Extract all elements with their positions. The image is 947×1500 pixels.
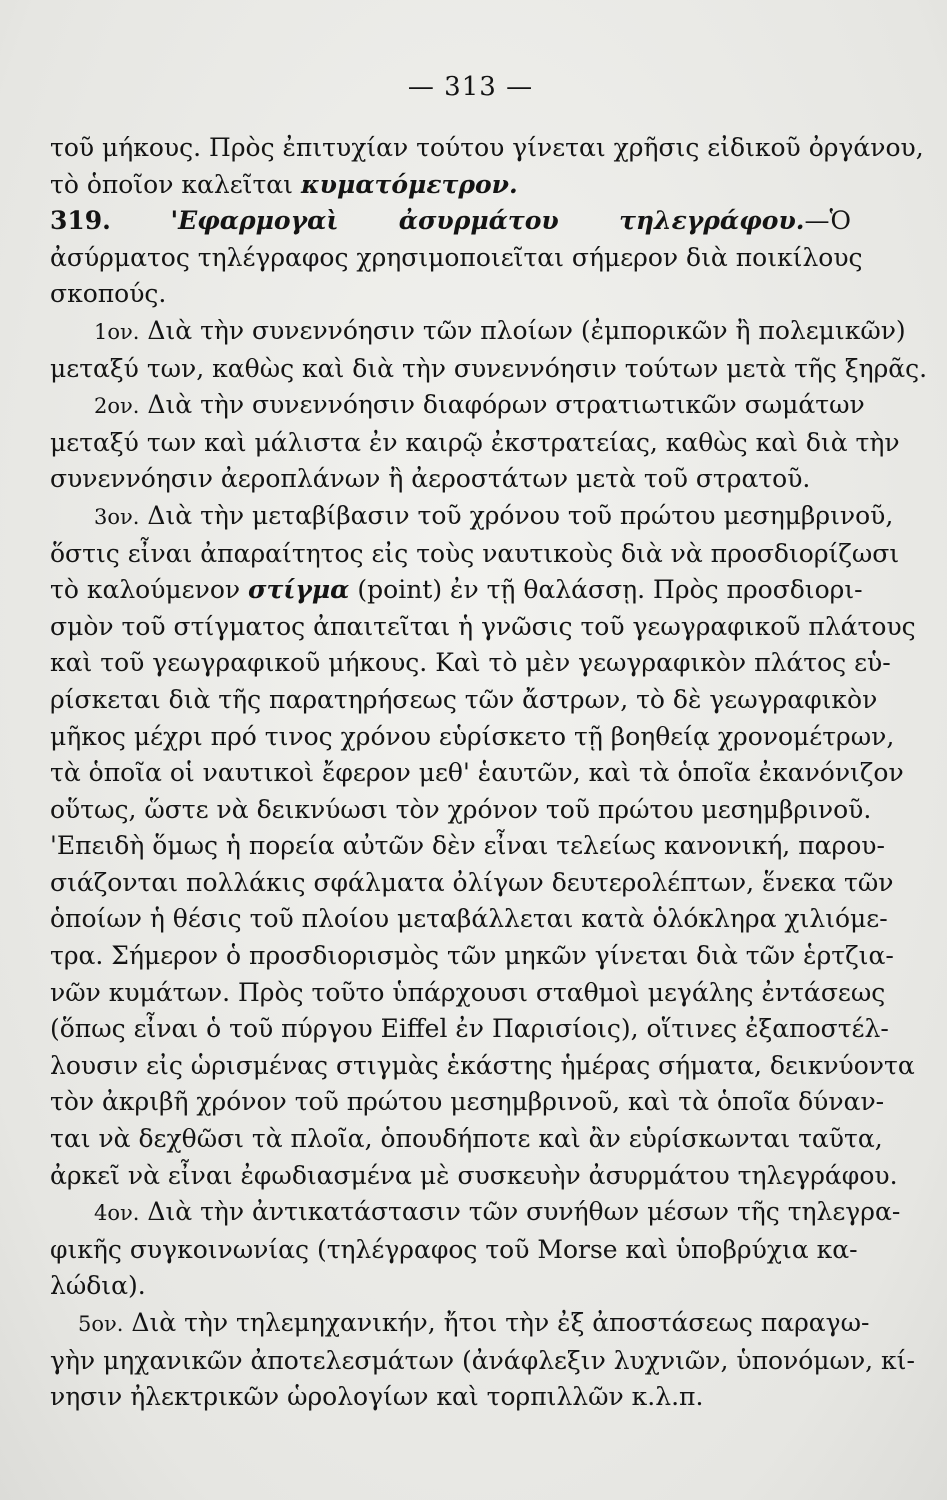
section-heading-319 [50,203,851,240]
text-span: οὕτως, ὥστε νὰ δεικνύωσι τὸν χρόνον τοῦ πρώτου μεσημβρινοῦ. [50,794,872,824]
text-span: λουσιν εἰς ὡρισμένας στιγμὰς ἑκάστης ἡμέρας σήματα, δεικνύοντα [50,1050,915,1080]
text-line-20 [50,828,885,865]
text-line-24 [50,975,886,1012]
text-span: Διὰ τὴν συνεννόησιν τῶν πλοίων (ἐμπορικῶν ἢ πολεμικῶν) [139,315,906,345]
page-number: — 313 — [407,72,534,102]
text-line-14 [50,609,916,646]
text-span: σιάζονται πολλάκις σφάλματα ὀλίγων δευτερολέπτων, ἕνεκα τῶν [50,867,894,897]
text-span: φικῆς συγκοινωνίας (τηλέγραφος τοῦ Morse καὶ ὑποβρύχια κα- [50,1234,858,1264]
text-span: 'Επειδὴ ὅμως ἡ πορεία αὐτῶν δὲν εἶναι τελείως κανονική, παρου- [50,831,885,861]
text-span: ὅστις εἶναι ἀπαραίτητος εἰς τοὺς ναυτικοὺς διὰ νὰ προσδιορίζωσι [50,538,900,568]
text-line-5 [50,276,851,313]
text-line-32 [50,1268,851,1305]
text-line-29 [50,1158,898,1195]
text-line-2 [50,167,851,204]
text-span: τρα. Σήμερον ὁ προσδιορισμὸς τῶν μηκῶν γίνεται διὰ τῶν ἑρτζια- [50,941,894,971]
text-line-25 [50,1011,889,1048]
text-span: μῆκος μέχρι πρό τινος χρόνου εὑρίσκετο τῇ βοηθείᾳ χρονομέτρων, [50,721,895,751]
text-span: ἀρκεῖ νὰ εἶναι ἐφωδιασμένα μὲ συσκευὴν ἀσυρμάτου τηλεγράφου. [50,1160,898,1190]
text-span: ρίσκεται διὰ τῆς παρατηρήσεως τῶν ἄστρων, τὸ δὲ γεωγραφικὸν [50,684,878,714]
text-span: —Ὁ [804,206,851,236]
text-line-12 [50,536,900,573]
text-line-16 [50,682,878,719]
text-line-1 [50,130,924,167]
text-span: τὸ καλούμενον [50,575,249,605]
text-span: λώδια). [50,1271,146,1301]
list-number: 4ον. [94,1201,140,1226]
text-span: τὸν ἀκριβῆ χρόνον τοῦ πρώτου μεσημβρινοῦ, καὶ τὰ ὁποῖα δύναν- [50,1087,885,1117]
text-span: συνεννόησιν ἀεροπλάνων ἢ ἀεροστάτων μετὰ τοῦ στρατοῦ. [50,464,811,494]
text-line-26 [50,1048,915,1085]
list-item-2 [50,387,865,425]
text-span: Διὰ τὴν τηλεμηχανικήν, ἤτοι τὴν ἐξ ἀποστάσεως παραγω- [123,1308,870,1337]
list-number: 1ον. [94,319,140,344]
list-item-3 [50,498,894,536]
text-span: τοῦ μήκους. Πρὸς ἐπιτυχίαν τούτου γίνεται χρῆσις εἰδικοῦ ὀργάνου, [50,133,924,162]
emphasized-term: στίγμα [248,575,350,605]
text-line-19 [50,792,872,829]
list-item-4 [50,1194,901,1232]
text-span: (point) ἐν τῇ θαλάσσῃ. Πρὸς προσδιορι- [349,575,863,605]
text-span: Διὰ τὴν συνεννόησιν διαφόρων στρατιωτικῶν σωμάτων [139,390,865,420]
text-span: σκοπούς. [50,279,167,309]
list-item-5 [50,1305,870,1343]
text-line-13 [50,572,863,609]
text-span: νῶν κυμάτων. Πρὸς τοῦτο ὑπάρχουσι σταθμοὶ μεγάλης ἐντάσεως [50,977,886,1007]
emphasized-term: κυματόμετρον. [300,169,518,199]
text-line-9 [50,425,900,462]
text-line-4 [50,240,863,277]
text-span: Διὰ τὴν ἀντικατάστασιν τῶν συνήθων μέσων τῆς τηλεγρα- [139,1197,901,1227]
list-number: 5ον. [78,1312,124,1336]
text-line-27 [50,1084,885,1121]
text-span: σμὸν τοῦ στίγματος ἀπαιτεῖται ἡ γνῶσις τοῦ γεωγραφικοῦ πλάτους [50,611,916,641]
text-span: μεταξύ των καὶ μάλιστα ἐν καιρῷ ἐκστρατείας, καθὼς καὶ διὰ τὴν [50,427,900,457]
text-span: (ὅπως εἶναι ὁ τοῦ πύργου Eiffel ἐν Παρισίοις), οἵτινες ἐξαποστέλ- [50,1014,889,1044]
text-span: γὴν μηχανικῶν ἀποτελεσμάτων (ἀνάφλεξιν λυχνιῶν, ὑπονόμων, κί- [50,1345,915,1375]
text-line-17 [50,719,895,756]
text-span: τὸ ὁποῖον καλεῖται [50,169,301,199]
text-line-15 [50,645,891,682]
text-span: νησιν ἠλεκτρικῶν ὡρολογίων καὶ τορπιλλῶν κ.λ.π. [50,1382,704,1412]
text-span: ται νὰ δεχθῶσι τὰ πλοῖα, ὁπουδήποτε καὶ ἂν εὑρίσκωνται ταῦτα, [50,1124,883,1154]
section-title: 'Εφαρμογαὶ ἀσυρμάτου τηλεγράφου. [170,206,805,236]
text-span: καὶ τοῦ γεωγραφικοῦ μήκους. Καὶ τὸ μὲν γεωγραφικὸν πλάτος εὑ- [50,648,891,678]
text-span: Διὰ τὴν μεταβίβασιν τοῦ χρόνου τοῦ πρώτου μεσημβρινοῦ, [139,500,894,530]
text-line-10 [50,461,851,498]
list-number: 2ον. [94,394,140,419]
section-number: 319. [50,206,111,236]
text-span: μεταξύ των, καθὼς καὶ διὰ τὴν συνεννόησιν τούτων μετὰ τῆς ξηρᾶς. [50,353,928,383]
text-line-34 [50,1343,915,1380]
list-item-1 [50,313,906,351]
text-line-21 [50,865,894,902]
text-span: ὁποίων ἡ θέσις τοῦ πλοίου μεταβάλλεται κατὰ ὁλόκληρα χιλιόμε- [50,904,888,934]
text-line-18 [50,755,904,792]
text-line-28 [50,1121,883,1158]
text-line-23 [50,938,894,975]
text-line-31 [50,1232,858,1269]
text-line-35 [50,1379,851,1416]
text-span: τὰ ὁποῖα οἱ ναυτικοὶ ἔφερον μεθ' ἑαυτῶν, καὶ τὰ ὁποῖα ἐκανόνιζον [50,758,904,788]
text-span: ἀσύρματος τηλέγραφος χρησιμοποιεῖται σήμερον διὰ ποικίλους [50,242,863,272]
list-number: 3ον. [94,504,140,529]
text-line-7 [50,351,928,388]
text-line-22 [50,901,888,938]
